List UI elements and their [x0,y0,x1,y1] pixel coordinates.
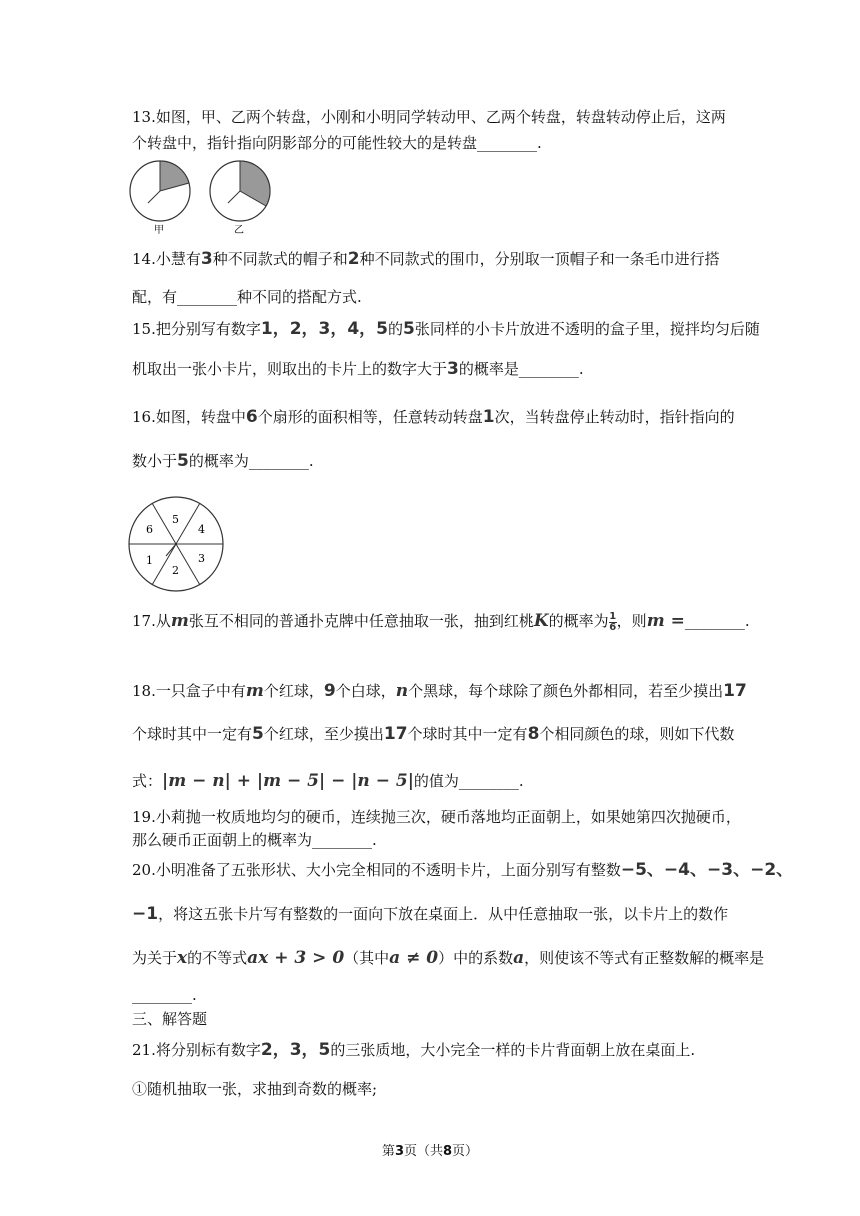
q18-line3: 式：|m − n| + |m − 5| − |n − 5|的值为________. [132,771,524,791]
sector-5: 5 [172,513,179,526]
q18-line1: 18.一只盒子中有m个红球，9个白球，n个黑球，每个球除了颜色外都相同，若至少摸出17 [132,681,747,701]
spinner-six [128,496,228,596]
q16-line1: 16.如图，转盘中6个扇形的面积相等，任意转动转盘1次，当转盘停止转动时，指针指向的 [132,407,735,427]
label-yi: 乙 [234,225,244,236]
sector-3: 3 [198,552,205,565]
q15-line1: 15.把分别写有数字1，2，3，4，5的5张同样的小卡片放进不透明的盒子里，搅拌均匀后随 [132,319,760,339]
q21-sub1: ①随机抽取一张，求抽到奇数的概率; [132,1080,378,1098]
label-jia: 甲 [154,225,164,236]
q20-line1: 20.小明准备了五张形状、大小完全相同的不透明卡片，上面分别写有整数−5、−4、−3、−2、 [132,860,794,880]
q19-line1: 19.小莉抛一枚质地均匀的硬币，连续抛三次，硬币落地均正面朝上，如果她第四次抛硬币， [132,808,741,826]
q20-line4: ________. [132,986,197,1004]
q21-line1: 21.将分别标有数字2，3，5的三张质地，大小完全一样的卡片背面朝上放在桌面上. [132,1040,696,1060]
q17-line: 17.从m张互不相同的普通扑克牌中任意抽取一张，抽到红桃K的概率为 $\frac{1}{6}$ ，则m =________. [132,610,750,633]
q13-line1: 13.如图，甲、乙两个转盘，小刚和小明同学转动甲、乙两个转盘，转盘转动停止后，这两 [132,108,726,126]
q20-line2: −1，将这五张卡片写有整数的一面向下放在桌面上．从中任意抽取一张，以卡片上的数作 [132,904,729,924]
spinner-jia [128,160,194,236]
sector-6: 6 [146,523,153,536]
sector-2: 2 [172,564,179,577]
q13-line2: 个转盘中，指针指向阴影部分的可能性较大的是转盘________. [132,134,542,152]
section-heading: 三、解答题 [132,1010,208,1028]
q19-line2: 那么硬币正面朝上的概率为________. [132,831,377,849]
fraction-one-sixth: $\frac{1}{6}$ [609,610,617,633]
q14-line1: 14.小慧有3种不同款式的帽子和2种不同款式的围巾，分别取一顶帽子和一条毛巾进行搭 [132,249,720,269]
spinner-yi [208,160,274,236]
q14-line2: 配，有________种不同的搭配方式. [132,288,362,306]
sector-1: 1 [146,554,153,567]
sector-4: 4 [198,523,205,536]
q16-line2: 数小于5的概率为________. [132,451,314,471]
page-footer: 第3页（共8页） [381,1144,479,1159]
q18-line2: 个球时其中一定有5个红球，至少摸出17个球时其中一定有8个相同颜色的球，则如下代数 [132,724,735,744]
q15-line2: 机取出一张小卡片，则取出的卡片上的数字大于3的概率是________. [132,359,584,379]
q20-line3: 为关于x的不等式ax + 3 > 0（其中a ≠ 0）中的系数a，则使该不等式有正整数解的概率是 [132,948,765,968]
